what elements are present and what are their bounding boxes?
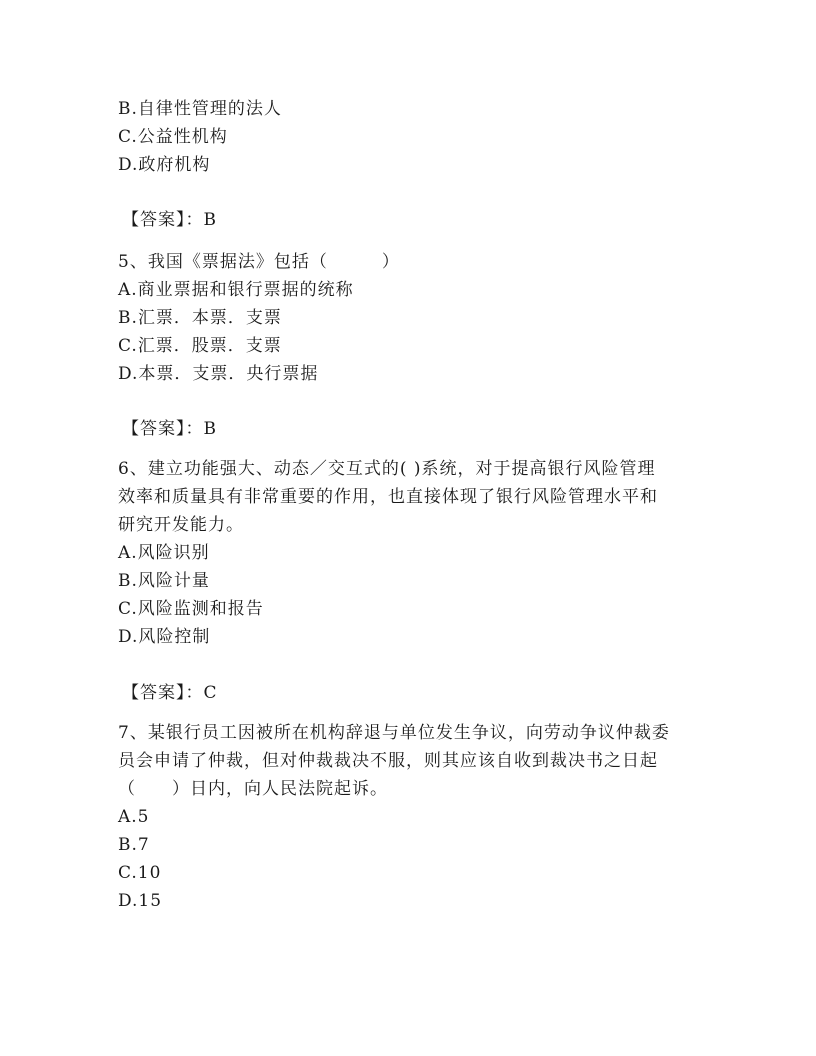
q5-option-c: C.汇票．股票．支票 xyxy=(118,336,282,356)
q6-option-d: D.风险控制 xyxy=(118,627,211,647)
q5-option-d: D.本票．支票．央行票据 xyxy=(118,364,319,384)
q7-option-c: C.10 xyxy=(118,863,162,883)
q6-stem-line-3: 研究开发能力。 xyxy=(118,515,244,535)
q5-stem: 5、我国《票据法》包括（ ） xyxy=(118,252,400,272)
q6-option-a: A.风险识别 xyxy=(118,543,210,563)
q4-option-c: C.公益性机构 xyxy=(118,127,228,147)
q4-answer: 【答案】：B xyxy=(122,210,217,230)
q5-option-a: A.商业票据和银行票据的统称 xyxy=(118,280,354,300)
q5-answer: 【答案】：B xyxy=(122,419,217,439)
q7-stem-line-2: 员会申请了仲裁，但对仲裁裁决不服，则其应该自收到裁决书之日起 xyxy=(118,751,658,771)
q7-stem-line-3: （ ）日内，向人民法院起诉。 xyxy=(118,779,388,799)
q4-option-d: D.政府机构 xyxy=(118,155,211,175)
q6-stem-line-2: 效率和质量具有非常重要的作用，也直接体现了银行风险管理水平和 xyxy=(118,487,658,507)
q7-stem-line-1: 7、某银行员工因被所在机构辞退与单位发生争议，向劳动争议仲裁委 xyxy=(118,723,670,743)
q6-option-c: C.风险监测和报告 xyxy=(118,599,264,619)
q6-option-b: B.风险计量 xyxy=(118,571,210,591)
q7-option-a: A.5 xyxy=(118,807,150,827)
q6-answer: 【答案】：C xyxy=(122,683,218,703)
q7-option-b: B.7 xyxy=(118,835,150,855)
q4-option-b: B.自律性管理的法人 xyxy=(118,99,282,119)
q6-stem-line-1: 6、建立功能强大、动态／交互式的( )系统，对于提高银行风险管理 xyxy=(118,459,656,479)
q7-option-d: D.15 xyxy=(118,891,163,911)
q5-option-b: B.汇票．本票．支票 xyxy=(118,308,282,328)
